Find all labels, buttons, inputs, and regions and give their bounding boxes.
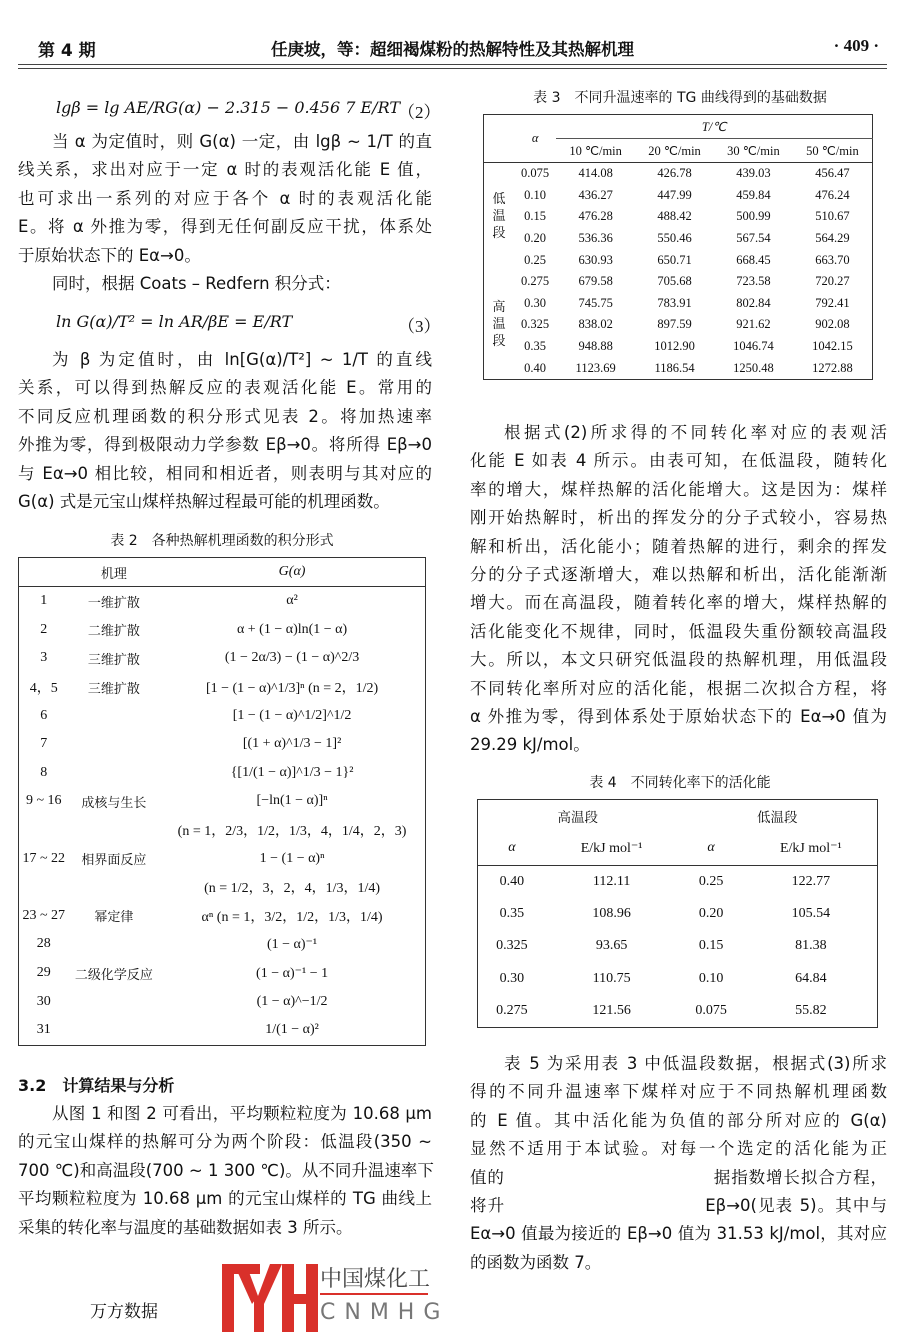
table-cell: 447.99 [657, 187, 692, 202]
table-cell: 4，5 [29, 681, 58, 697]
text-line: 700 ℃)和高温段(700 ~ 1 300 ℃)。从不同升温速率下 [18, 1160, 434, 1180]
table-cell: 0.25 [524, 252, 547, 267]
table-cell: 456.47 [815, 166, 850, 181]
table-cell: 0.15 [524, 209, 547, 224]
table-cell: 439.03 [736, 166, 771, 181]
table-cell [69, 1016, 160, 1045]
table-row [19, 587, 426, 616]
table-cell: 792.41 [815, 295, 850, 310]
rate-header: 30 ℃/min [727, 143, 780, 158]
table-row [19, 987, 426, 1016]
paragraph [470, 419, 887, 760]
text-line: 根据式(2)所求得的不同转化率对应的表观活 [504, 423, 887, 442]
table-cell: 838.02 [578, 317, 613, 332]
table-cell [19, 873, 69, 902]
table-row [19, 816, 426, 845]
table-cell: 81.38 [795, 938, 827, 954]
table-cell: 897.59 [657, 317, 692, 332]
text-line: 得的不同升温速率下煤样对应于不同热解机理函数 [470, 1082, 887, 1102]
table-cell: 476.24 [815, 187, 850, 202]
text-line: 不同转化率所对应的活化能，根据二次拟合方程，将 [470, 678, 887, 698]
table-cell [69, 759, 160, 788]
text-line: 采集的转化率与温度的基础数据如表 3 所示。 [18, 1217, 353, 1237]
table-row [19, 1016, 426, 1045]
paragraph [18, 346, 432, 516]
table-cell: 29 [36, 965, 51, 981]
table-cell: 0.40 [524, 360, 547, 375]
table-cell: 55.82 [795, 1002, 827, 1018]
table-cell: {[1/(1 − α)]^1/3 − 1}² [230, 764, 354, 780]
table-cell: [−ln(1 − α)]ⁿ [256, 793, 328, 809]
table-cell: 723.58 [736, 274, 771, 289]
table-cell: 414.08 [578, 166, 613, 181]
table-cell: α² [286, 593, 298, 609]
table-cell: 64.84 [795, 970, 827, 986]
table-cell [69, 701, 160, 730]
table-cell: 三维扩散 [87, 681, 140, 697]
table-row [19, 844, 426, 873]
table-cell: 23 ~ 27 [22, 907, 66, 923]
table-cell: (n = 1/2，3，2，4，1/3，1/4) [204, 881, 381, 897]
issue-number: 第 4 期 [38, 41, 96, 61]
text-line: 活化能变化不规律，同时，低温段失重份额较高温段 [470, 621, 887, 641]
table-cell: 476.28 [578, 209, 613, 224]
table-row [19, 959, 426, 988]
table-3-caption: 表 3 不同升温速率的 TG 曲线得到的基础数据 [533, 90, 827, 106]
table-cell: 7 [40, 736, 48, 752]
text-line: G(α) 式是元宝山煤样热解过程最可能的机理函数。 [18, 492, 390, 512]
table-cell: 相界面反应 [81, 853, 147, 869]
table-row [19, 644, 426, 673]
table-cell: 0.075 [695, 1002, 727, 1018]
high-temp-label: 高 温 段 [492, 300, 506, 350]
rate-header: 50 ℃/min [806, 143, 859, 158]
table-cell: 1 − (1 − α)ⁿ [259, 850, 325, 866]
text-line: 平均颗粒粒度为 10.68 μm 的元宝山煤样的 TG 曲线上 [18, 1189, 432, 1209]
equation-3: ln G(α)/T² = ln AR/βE = E/RT [56, 312, 293, 331]
table-cell: 500.99 [736, 209, 771, 224]
table-cell: 2 [40, 621, 48, 637]
equation-2-number: （2） [398, 103, 441, 122]
table-cell: 0.20 [698, 906, 724, 922]
text-line: 增大。而在高温段，随着转化率的增大，煤样热解的 [470, 593, 887, 613]
table-cell: α + (1 − α)ln(1 − α) [236, 621, 348, 637]
table-cell: 110.75 [592, 970, 631, 986]
rate-header: 10 ℃/min [569, 143, 622, 158]
alpha-header: α [514, 115, 556, 163]
table-cell: (1 − α)⁻¹ [266, 936, 318, 952]
table-cell: 0.40 [499, 873, 525, 889]
table-cell: 0.25 [698, 873, 724, 889]
paragraph [470, 1050, 887, 1277]
table-row [19, 673, 426, 702]
text-line: 率的增大，煤样热解的活化能增大。这是因为：煤样 [470, 479, 887, 499]
table-cell: 9 ~ 16 [25, 793, 62, 809]
group-header-low: 低温段 [756, 810, 798, 827]
text-line: 关系，可以得到热解反应的表观活化能 E。常用的 [18, 378, 432, 398]
table-cell: 30 [36, 993, 51, 1009]
table-row [484, 271, 873, 293]
table-4 [477, 799, 878, 1028]
col-header: 机理 [69, 558, 160, 587]
table-cell: 705.68 [657, 274, 692, 289]
table-cell: 108.96 [592, 906, 631, 922]
table-row [484, 163, 873, 185]
table-cell: 650.71 [657, 252, 692, 267]
table-cell: 121.56 [592, 1002, 631, 1018]
rate-header: 20 ℃/min [648, 143, 701, 158]
table-row [484, 228, 873, 250]
table-cell: 663.70 [815, 252, 850, 267]
paragraph [18, 1100, 432, 1242]
table-cell: 564.29 [815, 231, 850, 246]
text-line: 值的 据指数增长拟合方程， [470, 1167, 887, 1187]
header-rule-thin [18, 68, 887, 69]
table-cell: 948.88 [578, 339, 613, 354]
table-cell: 902.08 [815, 317, 850, 332]
sub-header: α [508, 840, 516, 856]
table-cell: αⁿ (n = 1，3/2，1/2，1/3，1/4) [201, 909, 383, 925]
equation-3-number: （3） [398, 317, 441, 336]
table-cell [19, 816, 69, 845]
table-cell: 0.10 [698, 970, 724, 986]
page-number: · 409 · [833, 36, 879, 55]
table-cell: 一维扩散 [87, 595, 140, 611]
table-cell: 105.54 [791, 906, 831, 922]
table-cell: 1272.88 [812, 360, 853, 375]
text-line: 于原始状态下的 Eα→0。 [18, 245, 201, 265]
table-row [484, 336, 873, 358]
text-line: 表 5 为采用表 3 中低温段数据，根据式(3)所求 [504, 1054, 887, 1073]
col-header [19, 558, 69, 587]
table-3 [483, 114, 873, 380]
table-cell: (1 − 2α/3) − (1 − α)^2/3 [224, 650, 360, 666]
text-line: 与 Eα→0 相比较，相同和相近者，则表明与其对应的 [18, 463, 432, 483]
table-cell: 0.275 [496, 1002, 528, 1018]
table-cell: 17 ~ 22 [22, 850, 66, 866]
table-cell: 0.15 [698, 938, 724, 954]
table-cell [69, 873, 160, 902]
equation-2: lgβ = lg AE/RG(α) − 2.315 − 0.456 7 E/RT [56, 98, 400, 117]
table-cell: 720.27 [815, 274, 850, 289]
text-line: 29.29 kJ/mol。 [470, 735, 590, 755]
table-cell: 三维扩散 [87, 652, 140, 668]
text-line: 线关系，求出对应于一定 α 时的表观活化能 E 值， [18, 160, 432, 180]
table-cell: 1046.74 [733, 339, 774, 354]
table-cell: 31 [36, 1022, 51, 1038]
table-cell: 1186.54 [654, 360, 695, 375]
paragraph [18, 270, 432, 298]
text-line: 不同反应机理函数的积分形式见表 2。将加热速率 [18, 406, 432, 426]
table-row [478, 962, 878, 994]
table-cell: 1 [40, 593, 48, 609]
table-cell: 745.75 [578, 295, 613, 310]
table-cell: 0.20 [524, 231, 547, 246]
table-row [484, 293, 873, 315]
text-line: 为 β 为定值时，由 ln[G(α)/T²] ~ 1/T 的直线 [52, 350, 432, 369]
col-header: G(α) [159, 558, 425, 587]
table-cell: 8 [40, 764, 48, 780]
section-heading: 3.2 计算结果与分析 [18, 1076, 175, 1095]
table-row [484, 314, 873, 336]
text-line: 外推为零，得到极限动力学参数 Eβ→0。将所得 Eβ→0 [18, 435, 432, 455]
table-row [478, 930, 878, 962]
table-cell: 0.275 [521, 274, 550, 289]
table-cell: (n = 1，2/3，1/2，1/3，4，1/4，2，3) [177, 824, 407, 840]
footer-source: 万方数据 [90, 1302, 158, 1322]
table-2-caption: 表 2 各种热解机理函数的积分形式 [110, 533, 334, 549]
temperature-header: T/℃ [556, 115, 872, 139]
text-line: 的元宝山煤样的热解可分为两个阶段：低温段(350 ~ [18, 1132, 432, 1152]
text-line: 也可求出一系列的对应于各个 α 时的表观活化能 [18, 188, 432, 208]
table-cell: 0.075 [521, 166, 550, 181]
table-cell: 6 [40, 707, 48, 723]
table-row [19, 930, 426, 959]
text-line: Eα→0 值最为接近的 Eβ→0 值为 31.53 kJ/mol，其对应 [470, 1224, 887, 1244]
low-temp-label: 低 温 段 [492, 192, 506, 242]
table-cell: 436.27 [578, 187, 613, 202]
table-cell [69, 730, 160, 759]
table-cell: 679.58 [578, 274, 613, 289]
text-line: α 外推为零，得到体系处于原始状态下的 Eα→0 值为 [470, 707, 887, 727]
text-line: 将升 Eβ→0(见表 5)。其中与 [470, 1196, 887, 1216]
table-cell: 0.35 [499, 906, 525, 922]
table-cell: 459.84 [736, 187, 771, 202]
table-cell: 0.325 [496, 938, 528, 954]
table-cell: 0.30 [499, 970, 525, 986]
text-line: 显然不适用于本试验。对每一个选定的活化能为正 [470, 1139, 887, 1159]
table-cell: 二维扩散 [87, 624, 140, 640]
table-cell: 567.54 [736, 231, 771, 246]
table-cell: 二级化学反应 [74, 967, 153, 983]
table-cell: (1 − α)^−1/2 [256, 993, 328, 1009]
table-cell: [1 − (1 − α)^1/2]^1/2 [232, 707, 352, 723]
table-cell: 1012.90 [654, 339, 695, 354]
table-row [478, 865, 878, 898]
table-cell: 630.93 [578, 252, 613, 267]
table-cell: 426.78 [657, 166, 692, 181]
table-cell: 488.42 [657, 209, 692, 224]
table-row [19, 701, 426, 730]
table-cell: 802.84 [736, 295, 771, 310]
table-row [478, 898, 878, 930]
group-header-high: 高温段 [557, 810, 598, 827]
table-cell: 921.62 [736, 317, 771, 332]
text-line: 解和析出，活化能小；随着热解的进行，剩余的挥发 [470, 536, 887, 556]
sub-header: α [707, 840, 715, 856]
table-row [484, 357, 873, 379]
table-cell: 122.77 [791, 873, 831, 889]
table-cell [69, 987, 160, 1016]
watermark-logo [220, 1262, 450, 1334]
sub-header: E/kJ mol⁻¹ [779, 840, 842, 856]
text-line: 大。所以，本文只研究低温段的热解机理，用低温段 [470, 650, 887, 670]
watermark-en-text: CNMHG [320, 1300, 450, 1325]
table-cell: 1042.15 [812, 339, 853, 354]
table-cell: [(1 + α)^1/3 − 1]² [242, 736, 342, 752]
table-row [19, 787, 426, 816]
table-row [478, 995, 878, 1028]
table-cell: 550.46 [657, 231, 692, 246]
table-cell [69, 816, 160, 845]
running-title: 任庚坡，等：超细褐煤粉的热解特性及其热解机理 [271, 40, 634, 59]
table-cell: 3 [40, 650, 48, 666]
table-cell: 28 [36, 936, 51, 952]
table-row [484, 206, 873, 228]
table-cell: 112.11 [592, 873, 631, 889]
table-cell: 成核与生长 [81, 795, 147, 811]
text-line: 同时，根据 Coats – Redfern 积分式： [52, 274, 341, 293]
table-cell [69, 930, 160, 959]
table-cell: (1 − α)⁻¹ − 1 [256, 965, 329, 981]
table-2 [18, 557, 426, 1046]
table-cell: 1250.48 [733, 360, 774, 375]
table-row [19, 902, 426, 931]
text-line: 刚开始热解时，析出的挥发分的分子式较小，容易热 [470, 508, 887, 528]
table-cell: 783.91 [657, 295, 692, 310]
text-line: E。将 α 外推为零，得到无任何副反应干扰，体系处 [18, 217, 432, 237]
table-cell: 536.36 [578, 231, 613, 246]
sub-header: E/kJ mol⁻¹ [580, 840, 643, 856]
text-line: 的函数为函数 7。 [470, 1252, 602, 1272]
table-cell: 93.65 [595, 938, 628, 954]
table-cell: 0.325 [521, 317, 550, 332]
table-row [484, 249, 873, 271]
table-row [19, 730, 426, 759]
mh-logo-icon [220, 1262, 320, 1334]
table-row [19, 616, 426, 645]
text-line: 当 α 为定值时，则 G(α) 一定，由 lgβ ~ 1/T 的直 [52, 132, 432, 151]
table-cell: 0.35 [524, 339, 547, 354]
table-cell: 1/(1 − α)² [265, 1022, 319, 1038]
paragraph [18, 128, 432, 270]
text-line: 分的分子式逐渐增大，难以热解和析出，活化能渐渐 [470, 565, 887, 585]
table-cell: 1123.69 [575, 360, 616, 375]
table-cell: 0.30 [524, 295, 547, 310]
header-rule [18, 64, 887, 65]
table-4-caption: 表 4 不同转化率下的活化能 [589, 775, 771, 791]
table-cell: 幂定律 [94, 910, 134, 926]
text-line: 的 E 值。其中活化能为负值的部分所对应的 G(α) [470, 1110, 887, 1130]
table-row [484, 185, 873, 207]
table-cell: 0.10 [524, 187, 547, 202]
table-row [19, 873, 426, 902]
table-cell: 668.45 [736, 252, 771, 267]
table-cell: 510.67 [815, 209, 850, 224]
text-line: 化能 E 如表 4 所示。由表可知，在低温段，随转化 [470, 451, 887, 471]
text-line: 从图 1 和图 2 可看出，平均颗粒粒度为 10.68 μm [52, 1104, 432, 1123]
table-row [19, 759, 426, 788]
watermark-cn-text: 中国煤化工 [320, 1267, 431, 1292]
table-cell: [1 − (1 − α)^1/3]ⁿ (n = 2，1/2) [205, 681, 379, 697]
